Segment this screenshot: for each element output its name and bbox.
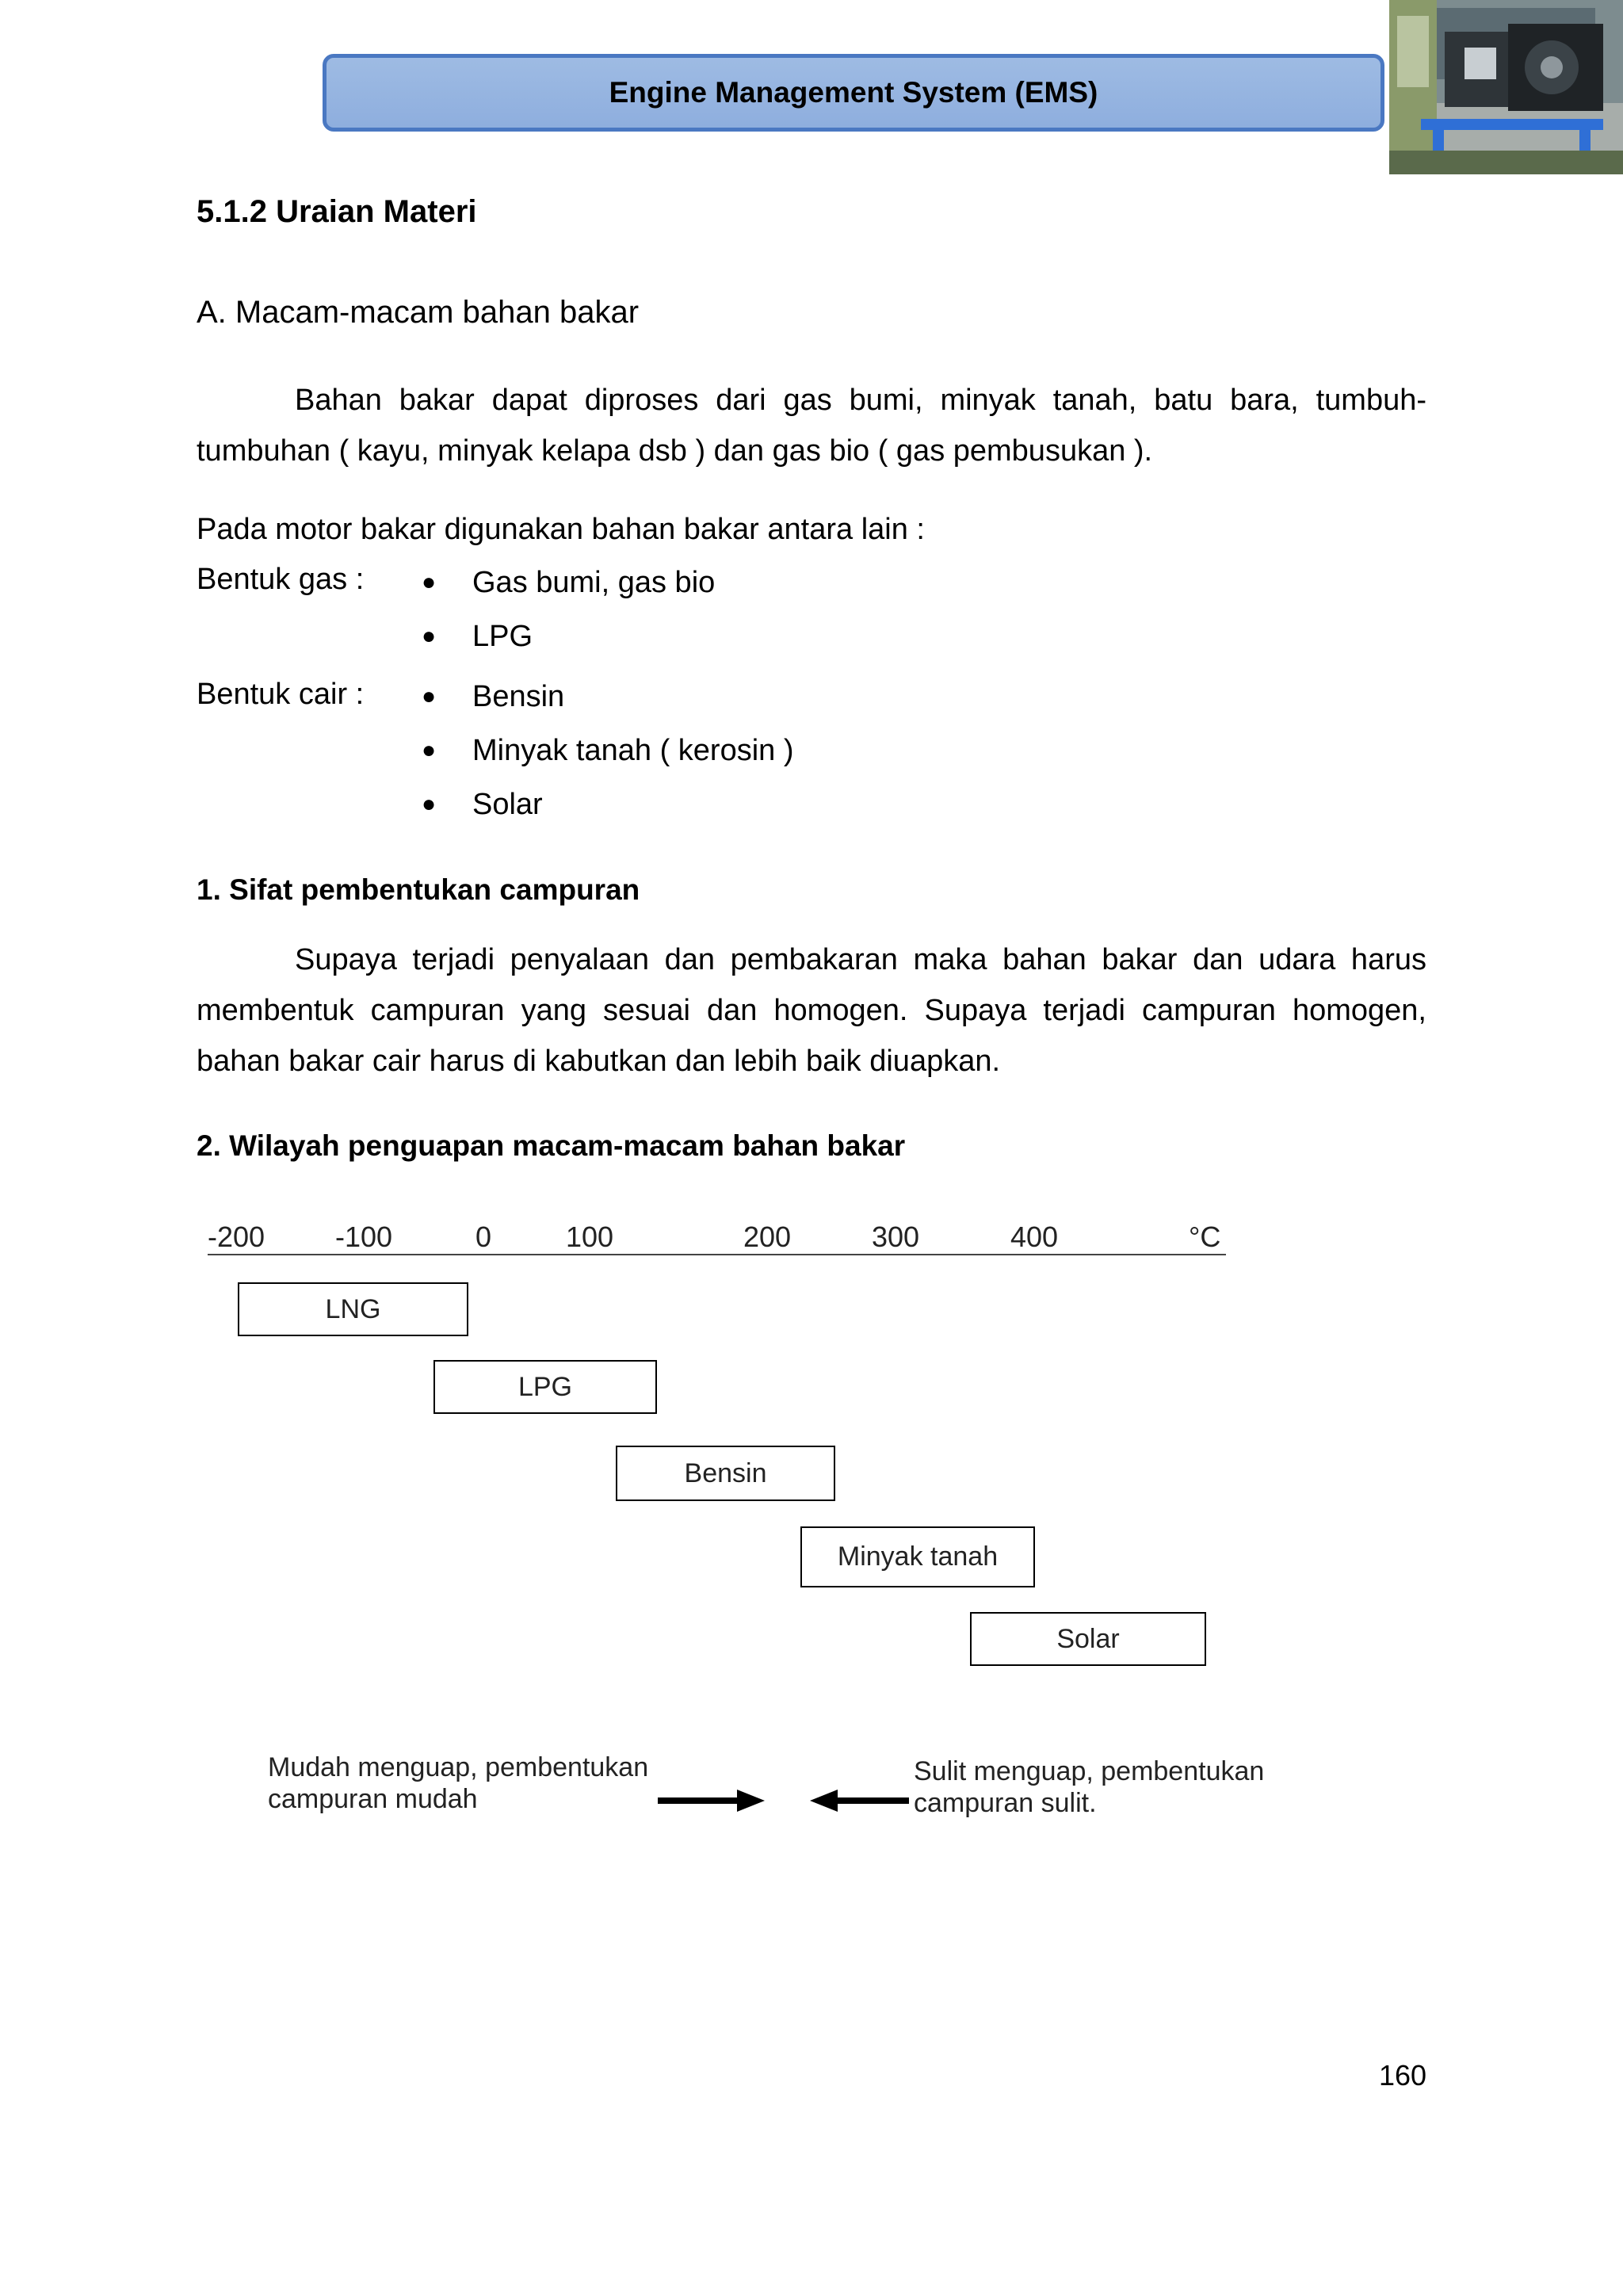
gas-label: Bentuk gas : [197,563,365,596]
list-intro: Pada motor bakar digunakan bahan bakar antara lain : [197,513,925,546]
range-bar-minyak-tanah [800,1526,1035,1587]
tick-label: 400 [1010,1221,1059,1253]
bullet-icon: ● [422,569,437,595]
tick-label: 0 [475,1221,492,1253]
easy-evaporation-note [268,1752,648,1815]
range-bar-lng [238,1282,468,1336]
axis-unit: °C [1189,1221,1221,1253]
page-number: 160 [1379,2059,1427,2092]
range-label: LNG [325,1293,381,1324]
tick-label: 300 [872,1221,920,1253]
range-label: Solar [1056,1623,1120,1654]
list-item: LPG [472,620,533,653]
range-bar-bensin [616,1446,835,1501]
range-label: Bensin [684,1457,767,1488]
arrow-right-icon [658,1787,765,1814]
note-line: campuran sulit. [914,1788,1097,1818]
range-bar-lpg [433,1360,657,1414]
intro-paragraph: Bahan bakar dapat diproses dari gas bumi, minyak tanah, batu bara, tumbuh-tumbuhan ( kayu, minyak kelapa dsb ) dan gas bio ( gas pembusukan ). [197,384,1426,468]
list-item: Gas bumi, gas bio [472,566,716,599]
tick-label: 100 [566,1221,614,1253]
tick-label: 200 [743,1221,792,1253]
axis-line [208,1254,1226,1255]
section-title: 5.1.2 Uraian Materi [197,194,477,229]
sub2-heading: 2. Wilayah penguapan macam-macam bahan bakar [197,1129,906,1162]
tick-label: -200 [208,1221,265,1253]
arrow-left-icon [810,1787,909,1814]
sub1-heading: 1. Sifat pembentukan campuran [197,873,640,906]
subheading-a: A. Macam-macam bahan bakar [197,295,640,330]
bullet-icon: ● [422,683,437,709]
tick-label: -100 [335,1221,393,1253]
list-item: Solar [472,788,543,821]
bullet-icon: ● [422,737,437,763]
bullet-icon: ● [422,791,437,817]
range-label: Minyak tanah [837,1541,999,1572]
bullet-icon: ● [422,623,437,649]
list-item: Bensin [472,680,565,713]
range-label: LPG [517,1371,573,1402]
list-item: Minyak tanah ( kerosin ) [472,734,794,767]
sub1-paragraph: Supaya terjadi penyalaan dan pembakaran maka bahan bakar dan udara harus membentuk campuran yang sesuai dan homogen. Supaya terjadi campuran homogen, bahan bakar cair harus di kabutkan dan lebih baik diuapkan. [197,943,1426,1078]
hard-evaporation-note [914,1755,1264,1819]
liquid-label: Bentuk cair : [197,678,365,711]
range-bar-solar [970,1612,1206,1666]
note-line: Mudah menguap, pembentukan [268,1752,649,1782]
header-title: Engine Management System (EMS) [609,76,1098,109]
note-line: campuran mudah [268,1784,478,1814]
note-line: Sulit menguap, pembentukan [914,1756,1265,1786]
